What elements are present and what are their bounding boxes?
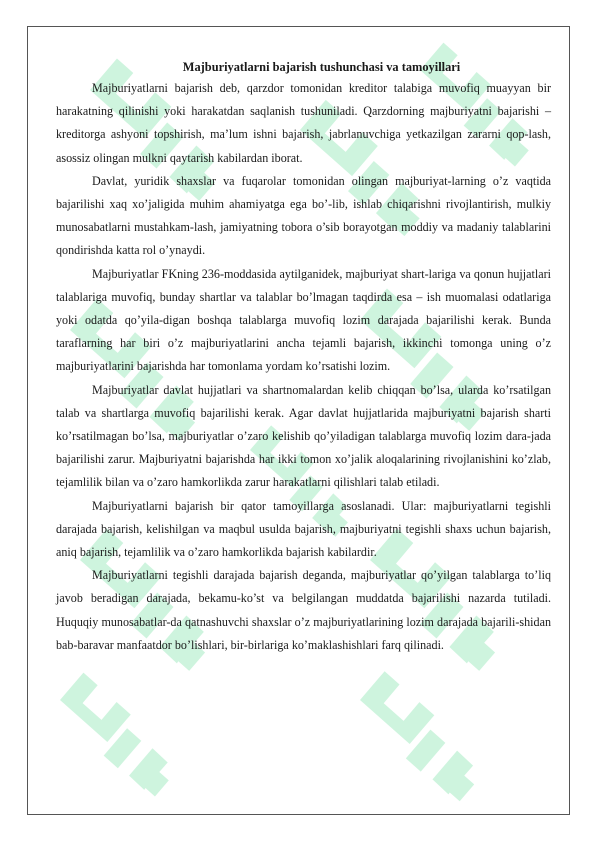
paragraph-6: Majburiyatlarni tegishli darajada bajarish deganda, majburiyatlar qo’yilgan talablarga to’liq javob beradigan darajada, bekamu-ko’st va belgilangan muddatda bajarilishi nazarda tutiladi. Huquqiy munosabatlar-da qatnashuvchi shaxslar o’z majburiyatlarining lozim darajada bajarili-shidan bab-baravar manfaatdor bo’lishlari, bir-birlariga ko’maklashishlari farq qilinadi. (56, 568, 551, 652)
paragraph-5: Majburiyatlarni bajarish bir qator tamoyillarga asoslanadi. Ular: majburiyatlarni tegishli darajada bajarish, kelishilgan va maqbul usulda bajarish, majburiyatni tegishli shaxs uchun bajarish, aniq bajarish, tejamlilik va o’zaro hamkorlikda bajarish kabilardir. (56, 498, 551, 560)
paragraph-4: Majburiyatlar davlat hujjatlari va shartnomalardan kelib chiqqan bo’lsa, ularda ko’rsatilgan talab va shartlarga muvofiq bajarilishi kerak. Agar davlat hujjatlarida majburiyatni bajarish sharti ko’rsatilmagan bo’lsa, majburiyatlar o’zaro kelishib qo’yiladigan talablarga muvofiq lozim dara-jada bajarilishi zarur. Majburiyatni bajarishda har ikki tomon xo’jalik aloqalarining rivojlanishini ko’zlab, tejamlilik bilan va o’zaro hamkorlikda zarur harakatlarni qilishlari talab etiladi. (56, 382, 551, 490)
paragraph-1: Majburiyatlarni bajarish deb, qarzdor tomonidan kreditor talabiga muvofiq muayyan bir harakatning qilinishi yoki harakatdan saqlanish tushuniladi. Qarzdorning majburiyatni bajarishi – kreditorga ashyoni topshirish, ma’lum ishni bajarish, jabrlanuvchiga yetkazilgan zararni qop-lash, asossiz olingan mulkni qaytarish kabilardan iborat. (56, 81, 551, 165)
paragraph-2: Davlat, yuridik shaxslar va fuqarolar tomonidan olingan majburiyat-larning o’z vaqtida bajarilishi xaq xo’jaligida muhim ahamiyatga ega bo’-lib, ishlab chiqarishni rivojlantirish, mulkiy munosabatlarni mustahkam-lash, jamiyatning tobora o’sib borayotgan moddiy va madaniy talablarini qondirishda katta rol o’ynaydi. (56, 173, 551, 258)
document-body (56, 57, 551, 657)
document-title: Majburiyatlarni bajarish tushunchasi va tamoyillari (182, 60, 461, 74)
paragraph-3: Majburiyatlar FKning 236-moddasida aytilganidek, majburiyat shart-lariga va qonun hujjatlari talablariga muvofiq, bunday shartlar va talablar bo’lmagan taqdirda esa – ish muomalasi odatlariga yoki odatda qo’yila-digan boshqa talablarga muvofiq lozim darajada bajarilishi kerak. Bunda taraflarning har biri o’z majburiyatlarini ancha tejamli bajarish, ikkinchi tomonga uning o’z majburiyatlarini bajarishda har tomonlama yordam ko’rsatishi lozim. (56, 266, 551, 374)
